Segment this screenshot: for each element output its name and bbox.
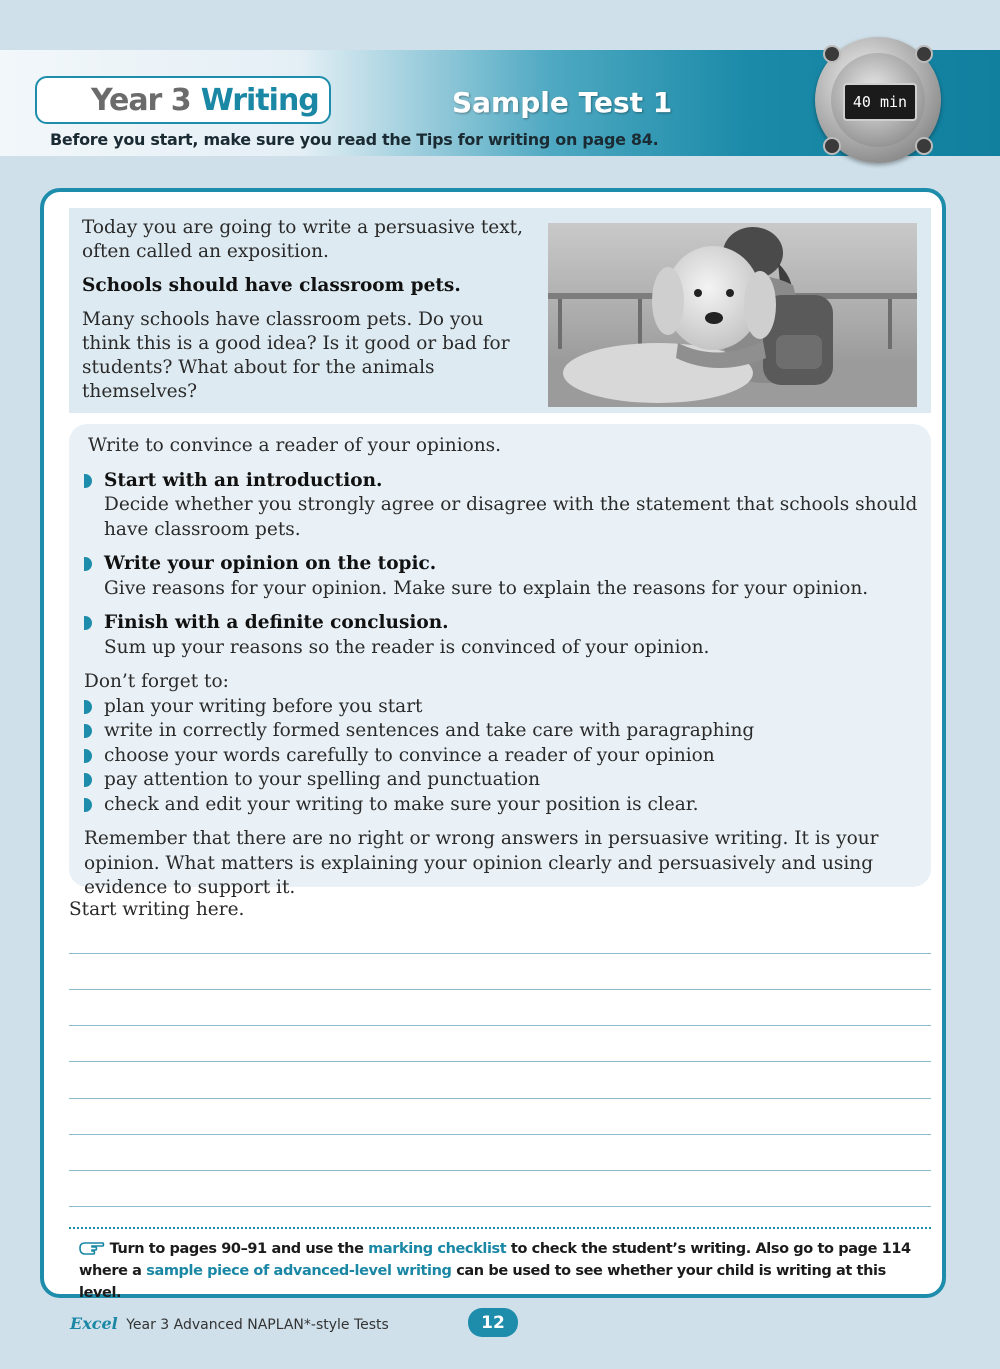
book-title: Year 3 Advanced NAPLAN*-style Tests xyxy=(126,1317,389,1333)
checklist-item-text: plan your writing before you start xyxy=(104,695,423,717)
brand-logo: Excel xyxy=(70,1314,118,1333)
bullet-icon xyxy=(84,616,92,630)
checklist-item xyxy=(84,719,924,744)
checklist-item-text: check and edit your writing to make sure your position is clear. xyxy=(104,793,699,815)
bullet-icon xyxy=(84,724,92,738)
stopwatch-knob xyxy=(915,45,933,63)
remember-note: Remember that there are no right or wrong answers in persuasive writing. It is your opinion. What matters is explaining your opinion clearly and persuasively and using evidence to support it. xyxy=(84,828,879,898)
writing-line[interactable] xyxy=(69,1170,931,1171)
stopwatch-knob xyxy=(915,137,933,155)
bullet-icon xyxy=(84,474,92,488)
girl-and-dog-photo xyxy=(548,223,917,407)
prompt-question: Many schools have classroom pets. Do you think this is a good idea? Is it good or bad for students? What about for the animals themselves? xyxy=(82,309,510,402)
writing-line[interactable] xyxy=(69,1025,931,1026)
marking-checklist-link[interactable]: marking checklist xyxy=(368,1241,507,1257)
page-title: Sample Test 1 xyxy=(452,86,673,119)
writing-line[interactable] xyxy=(69,1206,931,1207)
section-heading: Write your opinion on the topic. xyxy=(104,553,437,574)
bullet-icon xyxy=(84,749,92,763)
checklist-item xyxy=(84,744,924,769)
bullet-icon xyxy=(84,773,92,787)
checklist-item xyxy=(84,793,924,818)
page-number: 12 xyxy=(468,1308,518,1337)
section-heading: Finish with a definite conclusion. xyxy=(104,612,449,633)
subject-text: Writing xyxy=(200,82,319,118)
writing-line[interactable] xyxy=(69,1098,931,1099)
footnote-text: Turn to pages 90–91 and use the xyxy=(109,1241,369,1257)
instruction-section xyxy=(84,552,924,601)
header-note: Before you start, make sure you read the Tips for writing on page 84. xyxy=(50,130,659,149)
page-footer xyxy=(70,1314,389,1333)
prompt-topic: Schools should have classroom pets. xyxy=(82,275,461,296)
section-body: Give reasons for your opinion. Make sure to explain the reasons for your opinion. xyxy=(104,577,869,599)
writing-line[interactable] xyxy=(69,1134,931,1135)
writing-line[interactable] xyxy=(69,953,931,954)
section-body: Sum up your reasons so the reader is convinced of your opinion. xyxy=(104,636,710,658)
checklist-item xyxy=(84,695,924,720)
year-writing-label xyxy=(35,76,331,124)
teacher-footnote xyxy=(79,1238,929,1304)
pointing-hand-icon xyxy=(79,1240,105,1256)
checklist-item-text: choose your words carefully to convince a reader of your opinion xyxy=(104,744,715,766)
stopwatch-knob xyxy=(823,137,841,155)
checklist-item-text: pay attention to your spelling and punctuation xyxy=(104,769,541,790)
stopwatch-icon xyxy=(815,37,941,163)
bullet-icon xyxy=(84,700,92,714)
sample-writing-link[interactable]: sample piece of advanced-level writing xyxy=(146,1263,452,1279)
divider xyxy=(69,1227,931,1229)
instructions xyxy=(84,434,924,901)
section-heading: Start with an introduction. xyxy=(104,469,383,491)
bullet-icon xyxy=(84,557,92,571)
stopwatch-knob xyxy=(823,45,841,63)
start-writing-label: Start writing here. xyxy=(69,899,245,920)
prompt-text xyxy=(82,216,532,414)
instructions-lead: Write to convince a reader of your opinions. xyxy=(88,435,502,456)
section-body: Decide whether you strongly agree or disagree with the statement that schools should have classroom pets. xyxy=(104,494,918,540)
writing-line[interactable] xyxy=(69,1061,931,1062)
checklist-item xyxy=(84,768,924,793)
checklist xyxy=(84,695,924,818)
footnote-text: can be used to see whether your child is writing at this level. xyxy=(79,1263,886,1301)
instruction-section xyxy=(84,469,924,543)
writing-line[interactable] xyxy=(69,989,931,990)
prompt-intro: Today you are going to write a persuasive text, often called an exposition. xyxy=(82,217,523,262)
year-text: Year 3 xyxy=(91,82,191,118)
checklist-label: Don’t forget to: xyxy=(84,671,229,692)
timer-display: 40 min xyxy=(843,83,917,121)
footnote-text: to check the student’s writing. Also go to page 114 where a xyxy=(79,1241,911,1279)
checklist-item-text: write in correctly formed sentences and take care with paragraphing xyxy=(104,720,755,741)
bullet-icon xyxy=(84,798,92,812)
instruction-section xyxy=(84,611,924,660)
